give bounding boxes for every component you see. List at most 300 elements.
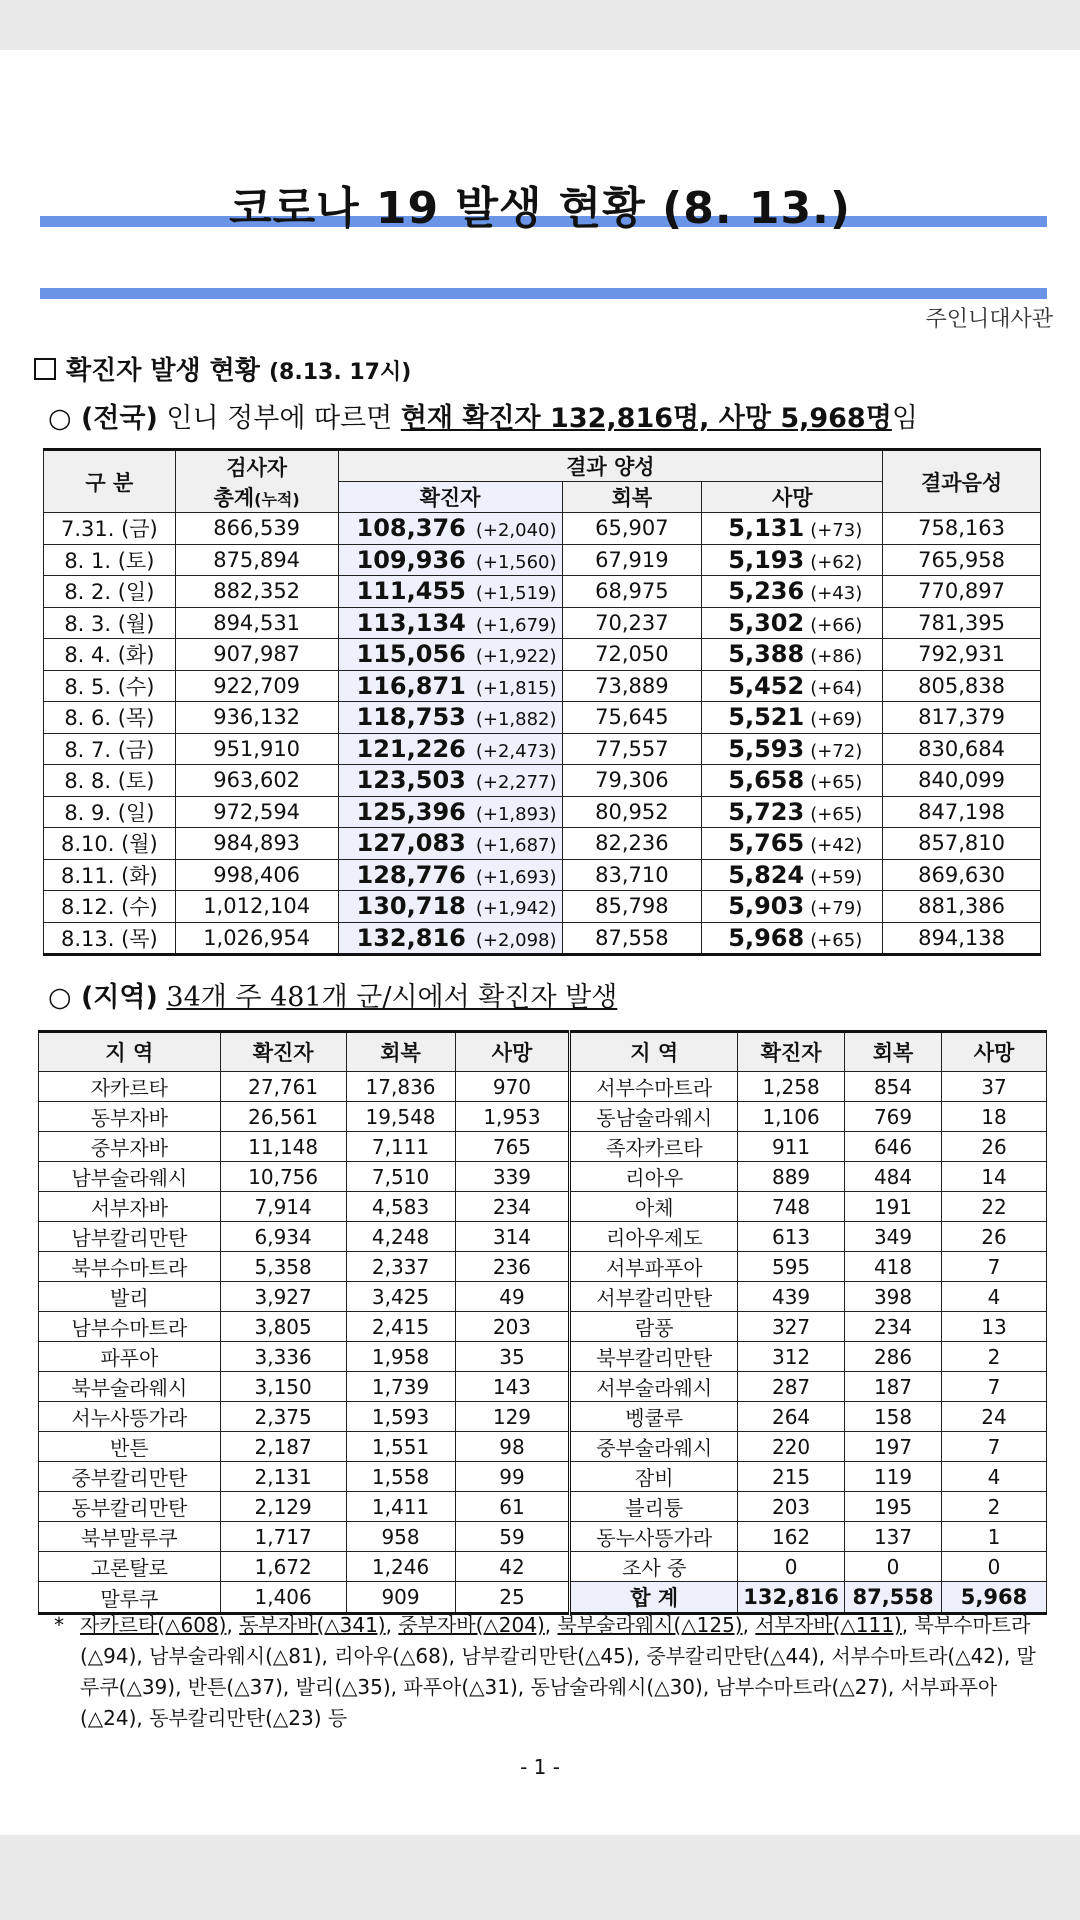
region-recovered: 769 <box>845 1102 942 1132</box>
table-row <box>44 639 1041 671</box>
region-confirmed: 10,756 <box>220 1162 346 1192</box>
deaths-total: 5,903 <box>728 892 805 921</box>
region-recovered: 484 <box>845 1162 942 1192</box>
region-recovered: 958 <box>346 1522 455 1552</box>
row-negative: 770,897 <box>883 576 1041 608</box>
region-recovered: 17,836 <box>346 1072 455 1102</box>
region-name: 동부자바 <box>39 1102 221 1132</box>
deaths-total: 5,131 <box>728 514 805 543</box>
regional-prefix: ○ (지역) <box>48 982 158 1013</box>
row-negative: 840,099 <box>883 765 1041 797</box>
row-negative: 817,379 <box>883 702 1041 734</box>
region-confirmed: 11,148 <box>220 1132 346 1162</box>
row-confirmed <box>338 733 562 765</box>
region-name: 람풍 <box>570 1312 738 1342</box>
regional-table <box>38 1030 1047 1615</box>
region-confirmed: 3,336 <box>220 1342 346 1372</box>
lead-prefix: ○ (전국) <box>48 403 158 434</box>
row-deaths <box>702 639 883 671</box>
region-name: 서부수마트라 <box>570 1072 738 1102</box>
row-deaths <box>702 670 883 702</box>
table-row <box>39 1192 1047 1222</box>
table-row <box>39 1582 1047 1614</box>
region-name: 자카르타 <box>39 1072 221 1102</box>
region-deaths: 4 <box>942 1282 1047 1312</box>
confirmed-total: 118,753 <box>356 703 466 732</box>
table-row <box>39 1402 1047 1432</box>
region-recovered: 909 <box>346 1582 455 1614</box>
region-confirmed: 595 <box>738 1252 845 1282</box>
region-recovered: 3,425 <box>346 1282 455 1312</box>
table-row <box>44 796 1041 828</box>
national-summary <box>48 396 918 435</box>
row-negative: 805,838 <box>883 670 1041 702</box>
row-tests: 922,709 <box>175 670 338 702</box>
region-name: 북부수마트라 <box>39 1252 221 1282</box>
region-name: 남부술라웨시 <box>39 1162 221 1192</box>
confirmed-increase: (+1,519) <box>475 583 557 605</box>
row-confirmed <box>338 702 562 734</box>
region-confirmed: 911 <box>738 1132 845 1162</box>
region-confirmed: 3,805 <box>220 1312 346 1342</box>
table-row <box>44 891 1041 923</box>
row-recovered: 67,919 <box>562 544 702 576</box>
row-recovered: 68,975 <box>562 576 702 608</box>
lead-highlight: 현재 확진자 132,816명, 사망 5,968명 <box>400 403 892 434</box>
region-confirmed: 439 <box>738 1282 845 1312</box>
region-confirmed: 203 <box>738 1492 845 1522</box>
section-time: (8.13. 17시) <box>268 360 412 385</box>
row-tests: 963,602 <box>175 765 338 797</box>
row-deaths <box>702 544 883 576</box>
confirmed-increase: (+1,893) <box>475 803 557 825</box>
region-recovered: 854 <box>845 1072 942 1102</box>
region-confirmed: 1,717 <box>220 1522 346 1552</box>
region-name: 서부술라웨시 <box>570 1372 738 1402</box>
region-deaths: 35 <box>455 1342 570 1372</box>
row-negative: 758,163 <box>883 513 1041 545</box>
row-tests: 972,594 <box>175 796 338 828</box>
confirmed-total: 128,776 <box>356 860 466 889</box>
row-deaths <box>702 607 883 639</box>
row-tests: 1,026,954 <box>175 922 338 955</box>
header-tests-note: (누적) <box>254 489 300 509</box>
table-row <box>39 1312 1047 1342</box>
confirmed-increase: (+2,040) <box>475 520 557 542</box>
header-region-confirmed-2: 확진자 <box>738 1032 845 1072</box>
row-confirmed <box>338 576 562 608</box>
header-region: 지 역 <box>39 1032 221 1072</box>
row-negative: 830,684 <box>883 733 1041 765</box>
row-recovered: 83,710 <box>562 859 702 891</box>
row-recovered: 70,237 <box>562 607 702 639</box>
header-confirmed: 확진자 <box>338 482 562 513</box>
region-confirmed: 327 <box>738 1312 845 1342</box>
row-date: 8. 1. (토) <box>44 544 176 576</box>
deaths-increase: (+73) <box>810 520 863 542</box>
section-title: 확진자 발생 현황 <box>66 356 260 386</box>
region-confirmed: 287 <box>738 1372 845 1402</box>
region-confirmed: 1,258 <box>738 1072 845 1102</box>
footnote-region-highlight: 자카르타(△608) <box>80 1613 227 1637</box>
region-confirmed: 2,187 <box>220 1432 346 1462</box>
row-recovered: 79,306 <box>562 765 702 797</box>
region-name: 서부파푸아 <box>570 1252 738 1282</box>
region-recovered: 398 <box>845 1282 942 1312</box>
confirmed-total: 108,376 <box>356 514 466 543</box>
region-name: 남부수마트라 <box>39 1312 221 1342</box>
region-deaths: 970 <box>455 1072 570 1102</box>
region-confirmed: 220 <box>738 1432 845 1462</box>
region-deaths: 49 <box>455 1282 570 1312</box>
confirmed-total: 127,083 <box>356 829 466 858</box>
row-deaths <box>702 576 883 608</box>
region-name: 중부자바 <box>39 1132 221 1162</box>
table-row <box>44 670 1041 702</box>
region-name: 잠비 <box>570 1462 738 1492</box>
row-deaths <box>702 796 883 828</box>
row-negative: 765,958 <box>883 544 1041 576</box>
header-deaths: 사망 <box>702 482 883 513</box>
region-name: 리아우제도 <box>570 1222 738 1252</box>
header-region-deaths: 사망 <box>455 1032 570 1072</box>
confirmed-increase: (+2,277) <box>475 772 557 794</box>
deaths-increase: (+65) <box>810 803 863 825</box>
confirmed-increase: (+1,560) <box>475 551 557 573</box>
region-deaths: 4 <box>942 1462 1047 1492</box>
deaths-increase: (+69) <box>810 709 863 731</box>
table-row <box>44 513 1041 545</box>
deaths-increase: (+59) <box>810 866 863 888</box>
region-name: 서부자바 <box>39 1192 221 1222</box>
region-recovered: 2,337 <box>346 1252 455 1282</box>
checkbox-square-icon <box>34 358 56 380</box>
region-recovered: 418 <box>845 1252 942 1282</box>
row-negative: 869,630 <box>883 859 1041 891</box>
row-date: 8.11. (화) <box>44 859 176 891</box>
row-tests: 1,012,104 <box>175 891 338 923</box>
deaths-increase: (+65) <box>810 772 863 794</box>
region-deaths: 22 <box>942 1192 1047 1222</box>
header-region-confirmed: 확진자 <box>220 1032 346 1072</box>
region-recovered: 1,739 <box>346 1372 455 1402</box>
region-deaths: 98 <box>455 1432 570 1462</box>
row-tests: 951,910 <box>175 733 338 765</box>
region-deaths: 2 <box>942 1492 1047 1522</box>
lead-text: 인니 정부에 따르면 <box>166 403 393 434</box>
row-recovered: 85,798 <box>562 891 702 923</box>
table-row <box>39 1252 1047 1282</box>
row-confirmed <box>338 544 562 576</box>
region-recovered: 234 <box>845 1312 942 1342</box>
region-recovered: 7,111 <box>346 1132 455 1162</box>
header-tests-label: 검사자 <box>226 455 288 480</box>
region-confirmed: 6,934 <box>220 1222 346 1252</box>
table-row <box>39 1072 1047 1102</box>
region-name: 족자카르타 <box>570 1132 738 1162</box>
confirmed-total: 113,134 <box>356 608 466 637</box>
region-confirmed: 613 <box>738 1222 845 1252</box>
regional-summary <box>48 975 617 1014</box>
region-deaths: 7 <box>942 1372 1047 1402</box>
region-recovered: 158 <box>845 1402 942 1432</box>
region-recovered: 119 <box>845 1462 942 1492</box>
table-row <box>44 765 1041 797</box>
row-date: 8.12. (수) <box>44 891 176 923</box>
confirmed-total: 109,936 <box>356 545 466 574</box>
region-confirmed: 5,358 <box>220 1252 346 1282</box>
region-deaths: 129 <box>455 1402 570 1432</box>
row-confirmed <box>338 922 562 955</box>
row-tests: 998,406 <box>175 859 338 891</box>
total-label: 합 계 <box>570 1582 738 1614</box>
region-name: 서부칼리만탄 <box>570 1282 738 1312</box>
region-name: 서누사뜽가라 <box>39 1402 221 1432</box>
footnote-region-highlight: 중부자바(△204) <box>398 1613 545 1637</box>
table-row <box>44 733 1041 765</box>
row-date: 8. 4. (화) <box>44 639 176 671</box>
row-recovered: 82,236 <box>562 828 702 860</box>
row-recovered: 75,645 <box>562 702 702 734</box>
confirmed-increase: (+1,687) <box>475 835 557 857</box>
footnote-region-highlight: 서부자바(△111) <box>755 1613 902 1637</box>
confirmed-increase: (+2,473) <box>475 740 557 762</box>
row-date: 8. 2. (일) <box>44 576 176 608</box>
region-name: 북부술라웨시 <box>39 1372 221 1402</box>
confirmed-increase: (+1,922) <box>475 646 557 668</box>
table-row <box>44 607 1041 639</box>
deaths-total: 5,388 <box>728 640 805 669</box>
deaths-increase: (+42) <box>810 835 863 857</box>
region-recovered: 0 <box>845 1552 942 1582</box>
table-row <box>39 1342 1047 1372</box>
region-confirmed: 889 <box>738 1162 845 1192</box>
region-confirmed: 2,375 <box>220 1402 346 1432</box>
deaths-total: 5,658 <box>728 766 805 795</box>
row-deaths <box>702 765 883 797</box>
footnote-text: 자카르타(△608), 동부자바(△341), 중부자바(△204), 북부술라웨시(△125), 서부자바(△111), 북부수마트라(△94), 남부술라웨시(△81), 리아우(△68), 남부칼리만탄(△45), 중부칼리만탄(△44), 서부수마트라(△42), 말루쿠(△39), 반튼(△37), 발리(△35), 파푸아(△31), 동남술라웨시(△30), 남부수마트라(△27), 서부파푸아(△24), 동부칼리만탄(△23) 등 <box>80 1613 1036 1730</box>
row-tests: 882,352 <box>175 576 338 608</box>
region-deaths: 42 <box>455 1552 570 1582</box>
row-tests: 907,987 <box>175 639 338 671</box>
deaths-total: 5,765 <box>728 829 805 858</box>
deaths-total: 5,193 <box>728 545 805 574</box>
region-deaths: 25 <box>455 1582 570 1614</box>
region-deaths: 143 <box>455 1372 570 1402</box>
deaths-total: 5,723 <box>728 797 805 826</box>
region-recovered: 4,583 <box>346 1192 455 1222</box>
region-deaths: 13 <box>942 1312 1047 1342</box>
deaths-increase: (+86) <box>810 646 863 668</box>
region-name: 고론탈로 <box>39 1552 221 1582</box>
region-name: 아체 <box>570 1192 738 1222</box>
table-row <box>39 1162 1047 1192</box>
footnote-region-highlight: 동부자바(△341) <box>239 1613 386 1637</box>
region-confirmed: 1,672 <box>220 1552 346 1582</box>
region-confirmed: 162 <box>738 1522 845 1552</box>
row-confirmed <box>338 639 562 671</box>
region-name: 조사 중 <box>570 1552 738 1582</box>
table-row <box>39 1282 1047 1312</box>
region-confirmed: 2,129 <box>220 1492 346 1522</box>
table-row <box>39 1132 1047 1162</box>
row-deaths <box>702 922 883 955</box>
deaths-increase: (+65) <box>810 929 863 951</box>
region-recovered: 1,558 <box>346 1462 455 1492</box>
region-name: 북부칼리만탄 <box>570 1342 738 1372</box>
region-recovered: 19,548 <box>346 1102 455 1132</box>
row-tests: 936,132 <box>175 702 338 734</box>
region-name: 동부칼리만탄 <box>39 1492 221 1522</box>
region-deaths: 37 <box>942 1072 1047 1102</box>
region-name: 중부칼리만탄 <box>39 1462 221 1492</box>
region-name: 동누사뜽가라 <box>570 1522 738 1552</box>
region-recovered: 7,510 <box>346 1162 455 1192</box>
row-deaths <box>702 859 883 891</box>
confirmed-increase: (+1,942) <box>475 898 557 920</box>
row-deaths <box>702 513 883 545</box>
region-deaths: 765 <box>455 1132 570 1162</box>
region-confirmed: 215 <box>738 1462 845 1492</box>
region-confirmed: 3,927 <box>220 1282 346 1312</box>
table-row <box>39 1462 1047 1492</box>
page-number: - 1 - <box>520 1755 560 1779</box>
region-deaths: 7 <box>942 1252 1047 1282</box>
region-confirmed: 27,761 <box>220 1072 346 1102</box>
region-deaths: 61 <box>455 1492 570 1522</box>
region-name: 벵쿨루 <box>570 1402 738 1432</box>
table-row <box>44 859 1041 891</box>
row-negative: 894,138 <box>883 922 1041 955</box>
header-region-recovered: 회복 <box>346 1032 455 1072</box>
regional-text: 34개 주 481개 군/시에서 확진자 발생 <box>166 982 618 1013</box>
region-deaths: 236 <box>455 1252 570 1282</box>
row-deaths <box>702 733 883 765</box>
confirmed-total: 130,718 <box>356 892 466 921</box>
national-table <box>43 448 1041 956</box>
row-recovered: 65,907 <box>562 513 702 545</box>
title-bottom-bar <box>40 288 1047 299</box>
total-recovered: 87,558 <box>845 1582 942 1614</box>
row-date: 8. 7. (금) <box>44 733 176 765</box>
region-recovered: 187 <box>845 1372 942 1402</box>
region-recovered: 1,593 <box>346 1402 455 1432</box>
region-deaths: 24 <box>942 1402 1047 1432</box>
table-row <box>44 576 1041 608</box>
row-deaths <box>702 702 883 734</box>
region-recovered: 4,248 <box>346 1222 455 1252</box>
confirmed-increase: (+1,679) <box>475 614 557 636</box>
row-date: 8. 8. (토) <box>44 765 176 797</box>
table-row <box>39 1102 1047 1132</box>
row-deaths <box>702 891 883 923</box>
region-confirmed: 748 <box>738 1192 845 1222</box>
region-name: 발리 <box>39 1282 221 1312</box>
region-name: 북부말루쿠 <box>39 1522 221 1552</box>
region-deaths: 7 <box>942 1432 1047 1462</box>
row-tests: 875,894 <box>175 544 338 576</box>
region-recovered: 1,551 <box>346 1432 455 1462</box>
table-row <box>44 828 1041 860</box>
table-row <box>44 702 1041 734</box>
region-recovered: 646 <box>845 1132 942 1162</box>
region-deaths: 1,953 <box>455 1102 570 1132</box>
region-deaths: 26 <box>942 1132 1047 1162</box>
lead-suffix: 임 <box>891 403 918 434</box>
row-confirmed <box>338 828 562 860</box>
table-row <box>44 544 1041 576</box>
confirmed-increase: (+1,693) <box>475 866 557 888</box>
row-recovered: 80,952 <box>562 796 702 828</box>
row-tests: 984,893 <box>175 828 338 860</box>
row-date: 8. 3. (월) <box>44 607 176 639</box>
region-name: 중부술라웨시 <box>570 1432 738 1462</box>
deaths-increase: (+79) <box>810 898 863 920</box>
region-recovered: 349 <box>845 1222 942 1252</box>
region-recovered: 197 <box>845 1432 942 1462</box>
row-negative: 847,198 <box>883 796 1041 828</box>
embassy-label: 주인니대사관 <box>925 307 1053 332</box>
region-recovered: 137 <box>845 1522 942 1552</box>
row-confirmed <box>338 796 562 828</box>
region-deaths: 26 <box>942 1222 1047 1252</box>
region-deaths: 99 <box>455 1462 570 1492</box>
header-category: 구 분 <box>44 450 176 513</box>
region-confirmed: 312 <box>738 1342 845 1372</box>
region-confirmed: 1,406 <box>220 1582 346 1614</box>
footnote <box>54 1610 1054 1734</box>
region-deaths: 14 <box>942 1162 1047 1192</box>
region-confirmed: 7,914 <box>220 1192 346 1222</box>
deaths-total: 5,968 <box>728 923 805 952</box>
row-date: 8.13. (목) <box>44 922 176 955</box>
row-confirmed <box>338 670 562 702</box>
region-recovered: 1,246 <box>346 1552 455 1582</box>
row-negative: 781,395 <box>883 607 1041 639</box>
region-deaths: 2 <box>942 1342 1047 1372</box>
row-date: 8. 9. (일) <box>44 796 176 828</box>
row-date: 8. 5. (수) <box>44 670 176 702</box>
region-recovered: 195 <box>845 1492 942 1522</box>
region-deaths: 1 <box>942 1522 1047 1552</box>
table-row <box>44 922 1041 955</box>
region-deaths: 18 <box>942 1102 1047 1132</box>
region-name: 남부칼리만탄 <box>39 1222 221 1252</box>
deaths-increase: (+66) <box>810 614 863 636</box>
table-row <box>39 1492 1047 1522</box>
region-confirmed: 264 <box>738 1402 845 1432</box>
header-negative: 결과음성 <box>883 450 1041 513</box>
row-negative: 881,386 <box>883 891 1041 923</box>
region-name: 말루쿠 <box>39 1582 221 1614</box>
header-region-2: 지 역 <box>570 1032 738 1072</box>
confirmed-total: 111,455 <box>356 577 466 606</box>
row-recovered: 72,050 <box>562 639 702 671</box>
region-deaths: 0 <box>942 1552 1047 1582</box>
row-confirmed <box>338 513 562 545</box>
row-date: 7.31. (금) <box>44 513 176 545</box>
row-date: 8. 6. (목) <box>44 702 176 734</box>
row-negative: 857,810 <box>883 828 1041 860</box>
region-deaths: 203 <box>455 1312 570 1342</box>
region-name: 리아우 <box>570 1162 738 1192</box>
row-confirmed <box>338 859 562 891</box>
header-tests <box>175 450 338 513</box>
confirmed-increase: (+2,098) <box>475 929 557 951</box>
header-positive: 결과 양성 <box>338 450 883 482</box>
region-recovered: 1,411 <box>346 1492 455 1522</box>
table-row <box>39 1222 1047 1252</box>
